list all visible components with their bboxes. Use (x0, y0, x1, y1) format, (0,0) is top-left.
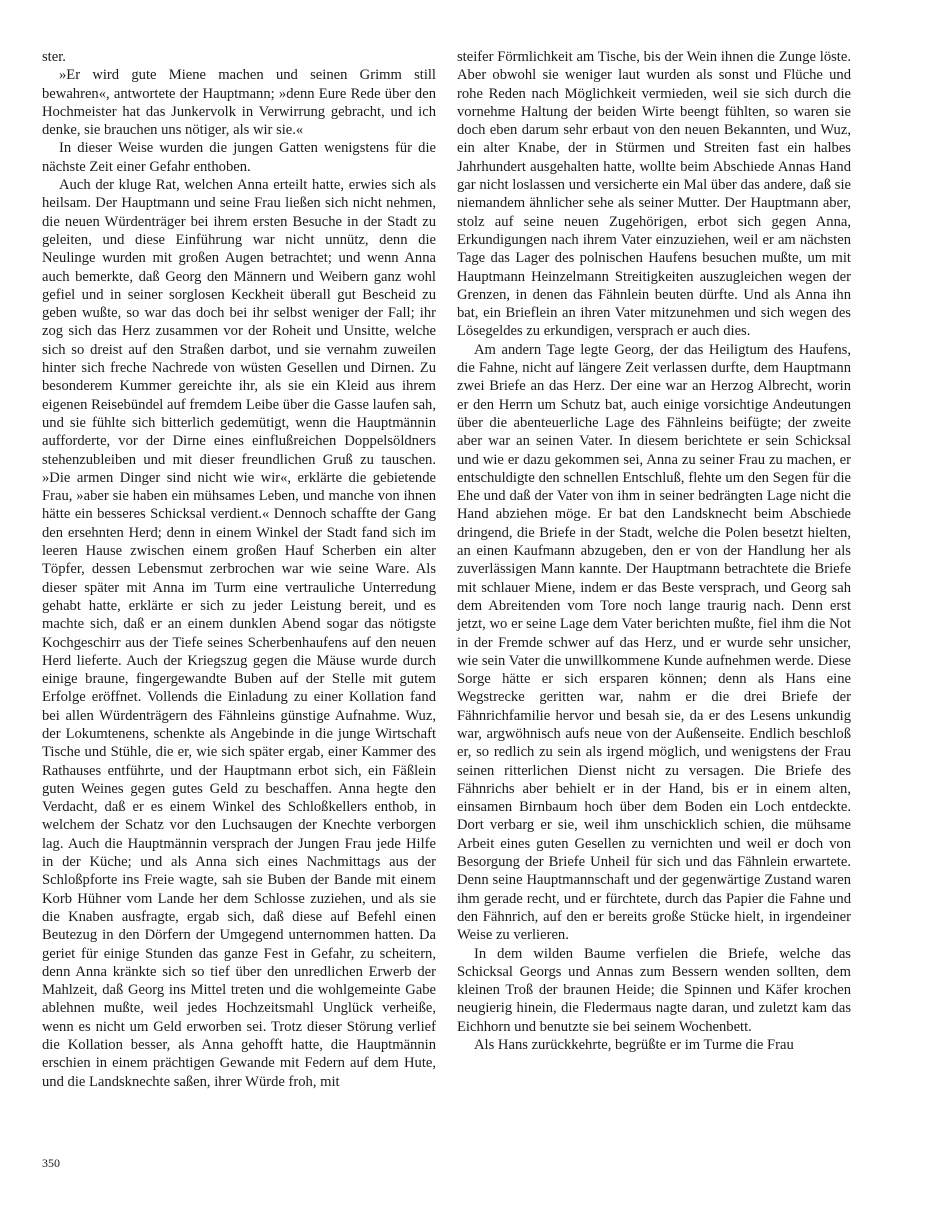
right-column (457, 48, 851, 1054)
page-number: 350 (42, 1156, 60, 1170)
paragraph: ster. (42, 49, 66, 65)
paragraph: In dem wilden Baume verfielen die Briefe, welche das Schicksal Georgs und Annas zum Bessern wenden sollten, dem kleinen Troß der braunen Heide; die Spinnen und Käfer krochen neugierig hinein, die Fledermaus nagte daran, und zuletzt kam das Eichhorn und benutzte sie bei seinem Wochenbett. (457, 945, 851, 1035)
paragraph: Am andern Tage legte Georg, der das Heiligtum des Haufens, die Fahne, nicht auf längere Zeit verlassen durfte, dem Hauptmann zwei Briefe an das Herz. Der eine war an Herzog Albrecht, worin er den Herrn um Schutz bat, auch einige vorsichtige Andeutungen über die abenteuerliche Lage des Fähnleins beifügte; der zweite aber war an seinen Vater. In diesem berichtete er sein Schicksal und wie er dazu gekommen sei, Anna zu seiner Frau zu machen, er entschuldigte den schnellen Entschluß, flehte um den Segen für die Ehe und daß der Vater von ihm in seiner bedrängten Lage nicht die Hand abziehen möge. Er bat den Landsknecht beim Abschiede dringend, die Briefe in der Stadt, welche die Polen besetzt hielten, an einen Kaufmann abzugeben, den er von der Handlung her als zuverlässigen Mann kannte. Der Hauptmann betrachtete die Briefe mit schlauer Miene, indem er das Beste versprach, und Georg sah dem Abreitenden vom Tore noch lange traurig nach. Denn erst jetzt, wo er seine Lage dem Vater berichten mußte, fiel ihm die Not in der Fremde schwer auf das Herz, und er wurde sehr unsicher, wie sein Vater die unwillkommene Kunde aufnehmen werde. Diese Sorge hätte er sich ersparen können; denn als Hans eine Wegstrecke geritten war, nahm er die drei Briefe der Fähnrichfamilie hervor und besah sie, da er des Lesens unkundig war, argwöhnisch aufs neue von der Außenseite. Endlich beschloß er, so redlich zu sein als irgend möglich, und wenigstens der Frau seinen ritterlichen Dienst nicht zu versagen. Die Briefe des Fähnrichs aber behielt er in der Hand, bis er in einem alten, einsamen Birnbaum hoch über dem Boden ein Loch entdeckte. Dort verbarg er sie, weil ihm unschicklich schien, die mühsame Arbeit eines guten Gesellen zu vernichten und weil er doch von Besorgung der Briefe Unheil für sich und das Fähnlein erwartete. Denn seine Hauptmannschaft und der gegenwärtige Zustand waren ihm gerade recht, und er fürchtete, durch das Papier die Fahne und den Fähnrich, auf den er bereits große Stücke hielt, in irgendeiner Weise zu verlieren. (457, 341, 851, 944)
paragraph: Auch der kluge Rat, welchen Anna erteilt hatte, erwies sich als heilsam. Der Hauptmann und seine Frau ließen sich nicht nehmen, die neuen Würdenträger bei ihrem ersten Besuche in der Stadt zu geleiten, und diese Einführung war nicht unnütz, denn die Neulinge wurden mit großen Augen betrachtet; und wenn Anna auch bemerkte, daß Georg den Männern und Weibern ganz wohl gefiel und in seiner sorglosen Keckheit überall gut Bescheid zu geben wußte, so war das doch bei ihr selbst weniger der Fall; ihr zog sich das Herz zusammen vor der Roheit und Unsitte, welche sich so dreist auf den Straßen darbot, und sie vernahm zuweilen hinter sich freche Nachrede von wüsten Gesellen und Dirnen. Zu besonderem Kummer gereichte ihr, als sie ein Kleid aus ihrem eigenen Reisebündel auf fremdem Leibe über die Gasse laufen sah, und sie fühlte sich bitterlich gedemütigt, wenn die Hauptmännin aufforderte, vor der Dirne eines einflußreichen Doppelsöldners stehenzubleiben und mit dieser freundlichen Gruß zu tauschen. »Die armen Dinger sind nicht wie wir«, erklärte die gebietende Frau, »aber sie haben ein mühsames Leben, und manche von ihnen hätte ein besseres Schicksal verdient.« Dennoch schaffte der Gang den ersehnten Herd; denn in einem Winkel der Stadt fand sich im leeren Hause zwischen einem großen Hauf Scherben ein alter Töpfer, dessen Lebensmut zerbrochen war wie seine Ware. Als dieser später mit Anna im Turm eine vertrauliche Unterredung gehabt hatte, erklärte er sich zu jeder Leistung bereit, und es machte sich, daß er an einem dunklen Abend sogar das nötigste Kochgeschirr aus der Tiefe seines Scherbenhaufens auf den neuen Herd lieferte. Auch der Kriegszug gegen die Mäuse wurde durch einige braune, fingergewandte Buben auf der Stelle mit gutem Erfolge eröffnet. Vollends die Einladung zu einer Kollation fand bei allen Würdenträgern des Fähnleins günstige Aufnahme. Wuz, der Lokumtenens, schenkte als Angebinde in die junge Wirtschaft Tische und Stühle, die er, wie sich später ergab, einer Kammer des Rathauses entführte, und der Hauptmann erbot sich, ein Fäßlein guten Weines gegen gutes Geld zu beschaffen. Anna hegte den Verdacht, daß er es einem Winkel des Schloßkellers enthob, in welchem der Schatz vor den Luchsaugen der Knechte verborgen lag. Auch die Hauptmännin versprach der Jungen Frau jede Hilfe in der Küche; und als Anna sich eines Nachmittags aus der Schloßpforte ins Freie wagte, sah sie Buben der Bande mit einem Korb Hühner vom Lande her dem Schlosse zuziehen, und als sie die Knaben ausfragte, ergab sich, daß diese auf Befehl einen Beutezug in den Dörfern der Umgegend unternommen hatten. Da geriet für einige Stunden das ganze Fest in Gefahr, zu scheitern, denn Anna kränkte sich so tief über den unredlichen Erwerb der Mahlzeit, daß Georg ins Mittel treten und die wohlgemeinte Gabe ablehnen mußte, weil jedes Hochzeitsmahl Unglück verheiße, wenn es nicht um Geld erworben sei. Trotz dieser Störung verlief die Kollation besser, als Anna gehofft hatte, die Hauptmännin erschien in einem prächtigen Gewande mit Federn auf dem Hute, und die Landsknechte saßen, ihrer Würde froh, mit (42, 177, 436, 1090)
paragraph: »Er wird gute Miene machen und seinen Grimm still bewahren«, antwortete der Hauptmann; »denn Eure Rede über den Hochmeister hat das Junkervolk in Verwirrung gebracht, und ich denke, sie brauchen uns nötiger, als wir sie.« (42, 67, 436, 139)
left-column (42, 48, 436, 1091)
paragraph: In dieser Weise wurden die jungen Gatten wenigstens für die nächste Zeit einer Gefahr enthoben. (42, 140, 436, 175)
paragraph: Als Hans zurückkehrte, begrüßte er im Turme die Frau (474, 1037, 794, 1054)
paragraph: steifer Förmlichkeit am Tische, bis der Wein ihnen die Zunge löste. Aber obwohl sie weniger laut wurden als sonst und Flüche und rohe Reden nach Möglichkeit vermieden, weil sie sich durch die vornehme Haltung der beiden Wirte beengt fühlten, so waren sie doch eben darum sehr erbaut von den neuen Bekannten, und Wuz, ein alter Knabe, der in Stürmen und Streiten fast ein halbes Jahrhundert ausgehalten hatte, wollte beim Abschiede Annas Hand gar nicht loslassen und versicherte ein Mal über das andere, daß sie niemandem ähnlicher sehe als seiner Mutter. Der Hauptmann aber, stolz auf seine neuen Zugehörigen, erbot sich gegen Anna, Erkundigungen nach ihrem Vater einzuziehen, weil er am nächsten Tage das Lager des polnischen Haufens besuchen mußte, um mit Hauptmann Heinzelmann Streitigkeiten auszugleichen wegen der Grenzen, in denen das Fähnlein beuten dürfte. Und als Anna ihn bat, ein Brieflein an ihren Vater mitzunehmen und sich wegen des Lösegeldes zu erkundigen, versprach er auch dies. (457, 49, 851, 340)
